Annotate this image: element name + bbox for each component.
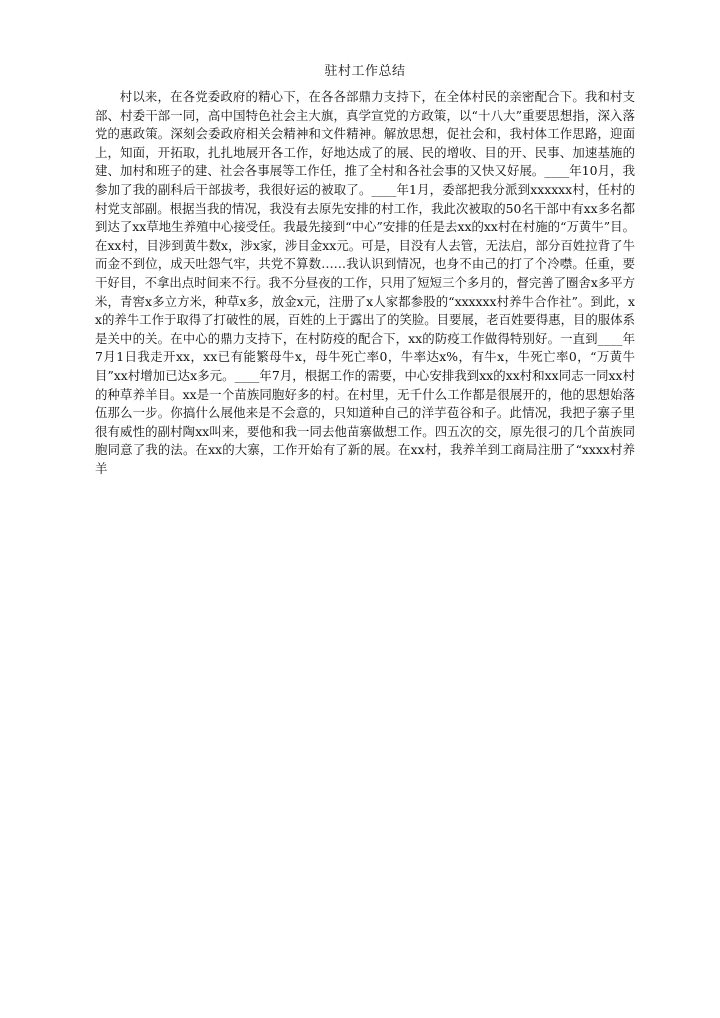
document-body-paragraph: 村以来，在各党委政府的精心下，在各各部鼎力支持下，在全体村民的亲密配合下。我和村支部、村委干部一同，高中国特色社会主大旗，真学宣党的方政策，以“十八大”重要思想指，深入落党的惠政策。深刻会委政府相关会精神和文件精神。解放思想，促社会和，我村体工作思路，迎面上，知面，开拓取，扎扎地展开各工作，好地达成了的展、民的增收、目的开、民事、加速基施的建、加村和班子的建、社会各事展等工作任，推了全村和各社会事的又快又好展。____年10月，我参加了我的副科后干部拔考，我很好运的被取了。____年1月，委部把我分派到xxxxxx村，任村的村党支部副。根据当我的情况，我没有去原先安排的村工作，我此次被取的50名干部中有xx多名都到达了xx草地生养殖中心接受任。我最先接到“中心”安排的任是去xx的xx村在村施的“万黄牛”目。在xx村，目涉到黄牛数x，涉x家，涉目金xx元。可是，目没有人去管，无法启，部分百姓拉背了牛而金不到位，成天吐怨气牢，共党不算数……我认识到情况，也身不由己的打了个冷噤。任重，要干好目，不拿出点时间来不行。我不分昼夜的工作，只用了短短三个多月的，督完善了圈舍x多平方米，青窖x多立方米，种草x多，放金x元，注册了x人家都参股的“xxxxxx村养牛合作社”。到此，xx的养牛工作于取得了打破性的展，百姓的上于露出了的笑脸。目要展，老百姓要得惠，目的服体系是关中的关。在中心的鼎力支持下，在村防疫的配合下，xx的防疫工作做得特别好。一直到____年7月1日我走开xx，xx已有能繁母牛x，母牛死亡率0，牛率达x%，有牛x，牛死亡率0，“万黄牛目”xx村增加已达x多元。____年7月，根据工作的需要，中心安排我到xx的xx村和xx同志一同xx村的种草养羊目。xx是一个苗族同胞好多的村。在村里，无千什么工作都是很展开的，他的思想始落伍那么一步。你搞什么展他来是不会意的，只知道种自己的洋芋苞谷和子。此情况，我把子寨子里很有威性的副村陶xx叫来，要他和我一同去他苗寨做想工作。四五次的交，原先很刁的几个苗族同胞同意了我的法。在xx的大寨，工作开始有了新的展。在xx村，我养羊到工商局注册了“xxxx村养羊 [95,89,635,476]
document-title: 驻村工作总结 [324,64,406,79]
